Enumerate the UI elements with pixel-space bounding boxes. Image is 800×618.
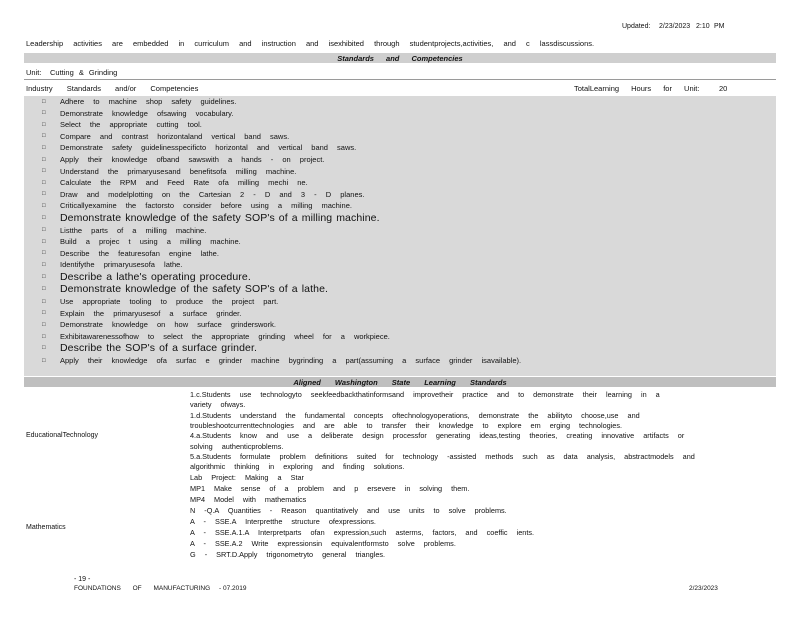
math-standard-line: A - SSE.A.1.A Interpretparts ofan expression,such asterms, factors, and coeffic ients.: [190, 528, 535, 537]
updated-date: 2/23/2023: [659, 23, 691, 30]
unit-label: Unit:: [26, 68, 42, 77]
competency-item: [42, 296, 278, 307]
aligned-standards-label: Aligned Washington State Learning Standards: [293, 378, 507, 387]
competency-item: [42, 355, 521, 366]
competency-text: Criticallyexamine the factorsto consider before using a milling machine.: [60, 201, 352, 211]
competency-item: [42, 131, 289, 142]
checkbox-bullet-icon: □: [42, 333, 46, 340]
math-label: Mathematics: [26, 524, 66, 531]
competency-text: Listthe parts of a milling machine.: [60, 225, 207, 235]
competency-item: [42, 284, 328, 295]
page-number: - 19 -: [74, 576, 91, 583]
competency-item: [42, 319, 276, 330]
competency-item: [42, 225, 206, 236]
edtech-standard-line: 5.a.Students formulate problem definitions suited for technology -assisted methods such as data analysis, abstractmodels and: [190, 451, 695, 461]
checkbox-bullet-icon: □: [42, 202, 46, 209]
competency-text: Identifythe primaryusesofa lathe.: [60, 260, 183, 270]
updated-time: 2:10: [696, 23, 710, 30]
competency-item: [42, 96, 236, 107]
checkbox-bullet-icon: □: [42, 191, 46, 198]
edtech-standard-line: 1.d.Students understand the fundamental concepts oftechnologyoperations, demonstrate the abilityto choose,use and: [190, 410, 640, 420]
competency-text: Calculate the RPM and Feed Rate ofa milling mechi ne.: [60, 178, 308, 188]
checkbox-bullet-icon: □: [42, 273, 46, 280]
competency-item: [42, 166, 296, 177]
math-standard-line: A - SSE.A.2 Write expressionsin equivalentformsto solve problems.: [190, 539, 456, 548]
competency-text: Describe the SOP's of a surface grinder.: [60, 342, 258, 355]
unit-name: Cutting & Grinding: [50, 68, 118, 77]
competency-item: [42, 189, 364, 200]
math-standard-line: Lab Project: Making a Star: [190, 473, 304, 482]
math-standard-line: A - SSE.A Interpretthe structure ofexpressions.: [190, 517, 376, 526]
competency-item: [42, 271, 251, 282]
competency-item: [42, 259, 182, 270]
checkbox-bullet-icon: □: [42, 321, 46, 328]
footer-version: - 07.2019: [219, 585, 247, 592]
checkbox-bullet-icon: □: [42, 156, 46, 163]
edtech-standard-line: troubleshootcurrenttechnologies and are able to transfer their knowledge to explore em erging technologies.: [190, 420, 623, 430]
checkbox-bullet-icon: □: [42, 357, 46, 364]
competency-text: Build a projec t using a milling machine.: [60, 237, 241, 247]
standards-band: [24, 53, 776, 63]
edtech-standard-line: algorithmic thinking in exploring and finding solutions.: [190, 462, 405, 472]
competency-text: Select the appropriate cutting tool.: [60, 120, 202, 130]
competency-item: [42, 331, 390, 342]
checkbox-bullet-icon: □: [42, 121, 46, 128]
competency-text: Describe the featuresofan engine lathe.: [60, 248, 219, 258]
competency-text: Use appropriate tooling to produce the project part.: [60, 297, 279, 307]
competency-text: Describe a lathe's operating procedure.: [60, 270, 251, 283]
competency-text: Demonstrate knowledge of the safety SOP's of a milling machine.: [60, 211, 380, 224]
competency-text: Adhere to machine shop safety guidelines.: [60, 97, 237, 106]
competency-item: [42, 248, 219, 259]
checkbox-bullet-icon: □: [42, 133, 46, 140]
industry-standards-label: Industry Standards and/or Competencies: [26, 84, 199, 93]
competency-item: [42, 119, 202, 130]
competency-item: [42, 236, 241, 247]
checkbox-bullet-icon: □: [42, 110, 46, 117]
divider: [24, 79, 776, 80]
footer-title: FOUNDATIONS OF MANUFACTURING: [74, 585, 211, 592]
competency-text: Exhibitawarenessofhow to select the appropriate grinding wheel for a workpiece.: [60, 332, 390, 341]
competency-text: Demonstrate knowledge of the safety SOP's of a lathe.: [60, 283, 329, 296]
leadership-statement: Leadership activities are embedded in curriculum and instruction and isexhibited through studentprojects,activities, and c lassdiscussions.: [26, 39, 595, 48]
checkbox-bullet-icon: □: [42, 98, 46, 105]
aligned-standards-band: [24, 377, 776, 387]
competency-item: [42, 343, 257, 354]
math-standard-line: MP1 Make sense of a problem and p ersevere in solving them.: [190, 484, 470, 493]
checkbox-bullet-icon: □: [42, 227, 46, 234]
checkbox-bullet-icon: □: [42, 261, 46, 268]
competency-text: Demonstrate safety guidelinesspecificto horizontal and vertical band saws.: [60, 143, 357, 153]
total-hours-label: TotalLearning Hours for Unit:: [574, 84, 700, 93]
total-hours-value: 20: [719, 84, 728, 93]
footer-date: 2/23/2023: [689, 585, 718, 592]
competency-item: [42, 154, 324, 165]
standards-band-label: Standards and Competencies: [337, 54, 463, 63]
competency-text: Draw and modelplotting on the Cartesian 2 - D and 3 - D planes.: [60, 189, 365, 199]
checkbox-bullet-icon: □: [42, 250, 46, 257]
competency-text: Compare and contrast horizontaland vertical band saws.: [60, 131, 290, 141]
math-standard-line: G - SRT.D.Apply trigonometryto general triangles.: [190, 550, 386, 559]
competency-item: [42, 177, 308, 188]
competency-item: [42, 108, 233, 119]
competency-text: Demonstrate knowledge on how surface grinderswork.: [60, 320, 276, 330]
edtech-standard-line: solving authenticproblems.: [190, 441, 284, 451]
edtech-standard-line: 4.a.Students know and use a deliberate design processfor generating ideas,testing theories, creating innovative artifacts or: [190, 431, 685, 441]
updated-label: Updated:: [622, 23, 651, 30]
checkbox-bullet-icon: □: [42, 345, 46, 352]
edtech-standard-line: 1.c.Students use technologyto seekfeedbackthatinformsand improvetheir practice and to demonstrate their learning in a: [190, 390, 660, 399]
competency-text: Understand the primaryusesand benefitsofa milling machine.: [60, 166, 297, 176]
competency-text: Explain the primaryusesof a surface grinder.: [60, 308, 242, 318]
edtech-label: EducationalTechnology: [26, 432, 98, 439]
math-standard-line: N -Q.A Quantities - Reason quantitatively and use units to solve problems.: [190, 506, 507, 515]
checkbox-bullet-icon: □: [42, 144, 46, 151]
competency-item: [42, 142, 356, 153]
math-standard-line: MP4 Model with mathematics: [190, 495, 307, 504]
checkbox-bullet-icon: □: [42, 310, 46, 317]
edtech-standard-line: variety ofways.: [190, 400, 246, 410]
checkbox-bullet-icon: □: [42, 168, 46, 175]
checkbox-bullet-icon: □: [42, 286, 46, 293]
checkbox-bullet-icon: □: [42, 298, 46, 305]
competency-item: [42, 308, 241, 319]
checkbox-bullet-icon: □: [42, 238, 46, 245]
competency-text: Apply their knowledge ofa surfac e grinder machine bygrinding a part(assuming a surface grinder isavailable).: [60, 356, 522, 366]
checkbox-bullet-icon: □: [42, 214, 46, 221]
checkbox-bullet-icon: □: [42, 179, 46, 186]
competency-item: [42, 200, 352, 211]
updated-ampm: PM: [714, 23, 725, 30]
competency-text: Apply their knowledge ofband sawswith a hands - on project.: [60, 155, 325, 164]
competency-text: Demonstrate knowledge ofsawing vocabulary.: [60, 108, 234, 118]
competency-item: [42, 212, 380, 223]
